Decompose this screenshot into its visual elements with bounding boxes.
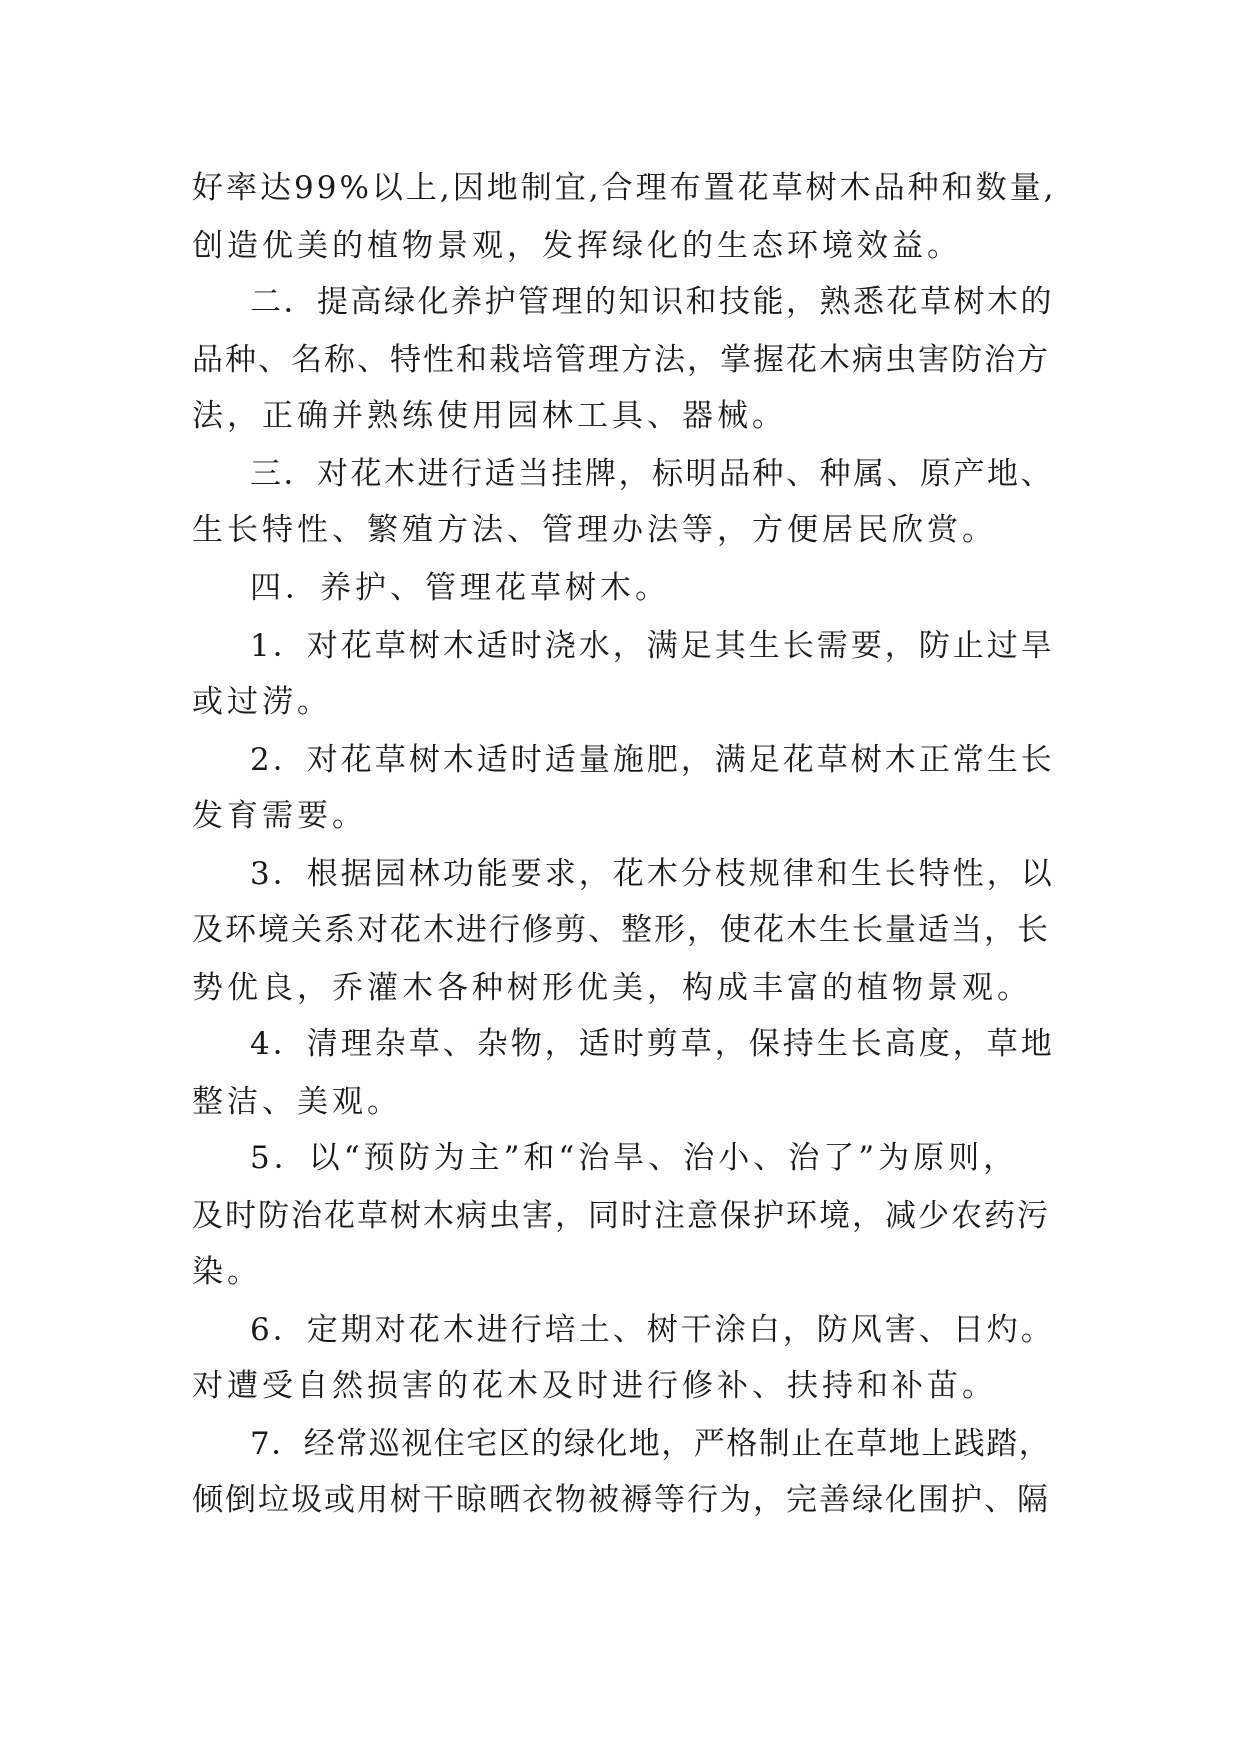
text-line: 三．对花木进行适当挂牌，标明品种、种属、原产地、 bbox=[250, 456, 1054, 492]
text-line: 2．对花草树木适时适量施肥，满足花草树木正常生长 bbox=[250, 742, 1055, 778]
text-line: 4．清理杂草、杂物，适时剪草，保持生长高度，草地 bbox=[250, 1026, 1055, 1062]
text-line: 对遭受自然损害的花木及时进行修补、扶持和补苗。 bbox=[192, 1368, 997, 1404]
text-line: 品种、名称、特性和栽培管理方法，掌握花木病虫害防治方 bbox=[192, 342, 1050, 378]
text-line: 发育需要。 bbox=[192, 798, 367, 834]
text-line: 1．对花草树木适时浇水，满足其生长需要，防止过旱 bbox=[250, 628, 1055, 664]
text-line: 好率达99%以上,因地制宜,合理布置花草树木品种和数量, bbox=[192, 170, 1057, 206]
text-line: 或过涝。 bbox=[192, 684, 332, 720]
text-line: 势优良，乔灌木各种树形优美，构成丰富的植物景观。 bbox=[192, 970, 1032, 1006]
text-line: 3．根据园林功能要求，花木分枝规律和生长特性，以 bbox=[250, 856, 1055, 892]
text-line: 染。 bbox=[192, 1254, 262, 1290]
text-line: 四．养护、管理花草树木。 bbox=[250, 570, 670, 606]
text-line: 5．以“预防为主”和“治旱、治小、治了”为原则， bbox=[250, 1140, 1019, 1176]
text-line: 7．经常巡视住宅区的绿化地，严格制止在草地上践踏， bbox=[250, 1426, 1052, 1462]
text-line: 法，正确并熟练使用园林工具、器械。 bbox=[192, 398, 787, 434]
text-line: 及时防治花草树木病虫害，同时注意保护环境，减少农药污 bbox=[192, 1198, 1050, 1234]
text-line: 二．提高绿化养护管理的知识和技能，熟悉花草树木的 bbox=[250, 284, 1054, 320]
text-line: 6．定期对花木进行培土、树干涂白，防风害、日灼。 bbox=[250, 1312, 1055, 1348]
text-line: 创造优美的植物景观，发挥绿化的生态环境效益。 bbox=[192, 228, 962, 264]
text-line: 生长特性、繁殖方法、管理办法等，方便居民欣赏。 bbox=[192, 512, 997, 548]
text-line: 及环境关系对花木进行修剪、整形，使花木生长量适当，长 bbox=[192, 912, 1050, 948]
text-line: 整洁、美观。 bbox=[192, 1084, 402, 1120]
text-line: 倾倒垃圾或用树干晾晒衣物被褥等行为，完善绿化围护、隔 bbox=[192, 1482, 1050, 1518]
